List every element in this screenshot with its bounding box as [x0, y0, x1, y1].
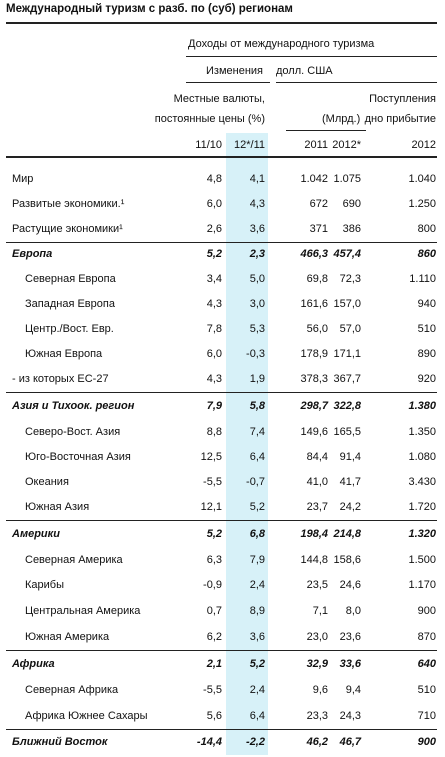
table-row	[0, 655, 445, 675]
header-bottom-rule	[6, 156, 437, 158]
cell-usd-2012-star: 33,6	[339, 658, 361, 670]
header-rule-changes	[186, 82, 270, 83]
cell-change-1110: 8,8	[206, 426, 222, 438]
cell-per-arrival-2012: 900	[417, 736, 436, 748]
col-2012: 2012	[411, 139, 436, 151]
cell-usd-2011: 41,0	[306, 476, 328, 488]
cell-change-1211: 2,4	[249, 579, 265, 591]
cell-change-1110: -0,9	[203, 579, 222, 591]
row-label: - из которых ЕС-27	[12, 373, 109, 385]
cell-change-1110: 2,1	[206, 658, 222, 670]
cell-change-1211: 7,4	[249, 426, 265, 438]
row-label: Северо-Вост. Азия	[25, 426, 121, 438]
table-row	[0, 681, 445, 701]
row-label: Северная Африка	[25, 684, 119, 696]
cell-per-arrival-2012: 890	[417, 348, 436, 360]
row-label: Европа	[12, 248, 53, 260]
header-group: Доходы от международного туризма	[188, 38, 375, 50]
cell-usd-2012-star: 41,7	[339, 476, 361, 488]
cell-usd-2011: 23,0	[306, 631, 328, 643]
row-label: Америки	[12, 528, 60, 540]
cell-change-1110: -5,5	[203, 684, 222, 696]
cell-change-1211: 1,9	[249, 373, 265, 385]
cell-change-1110: 6,2	[206, 631, 222, 643]
row-label: Южная Азия	[25, 501, 90, 513]
cell-usd-2012-star: 367,7	[333, 373, 361, 385]
cell-change-1110: 5,6	[206, 710, 222, 722]
cell-change-1110: 4,8	[206, 173, 222, 185]
row-label: Северная Америка	[25, 554, 123, 566]
cell-change-1110: 6,3	[206, 554, 222, 566]
cell-change-1211: 7,9	[249, 554, 265, 566]
header-billions: (Млрд.)	[322, 113, 361, 125]
cell-change-1110: 6,0	[206, 348, 222, 360]
cell-change-1110: -5,5	[203, 476, 222, 488]
cell-usd-2011: 198,4	[300, 528, 328, 540]
cell-change-1211: -0,3	[246, 348, 265, 360]
row-label: Развитые экономики.¹	[12, 198, 125, 210]
row-label: Северная Европа	[25, 273, 116, 285]
cell-per-arrival-2012: 1.080	[408, 451, 436, 463]
cell-usd-2011: 84,4	[306, 451, 328, 463]
table-row	[0, 733, 445, 753]
cell-usd-2012-star: 457,4	[333, 248, 361, 260]
section-divider	[6, 520, 437, 521]
cell-usd-2011: 69,8	[306, 273, 328, 285]
header-rule-billions	[286, 130, 366, 131]
cell-usd-2011: 56,0	[306, 323, 328, 335]
cell-change-1211: 5,2	[249, 658, 265, 670]
cell-change-1211: 2,4	[249, 684, 265, 696]
header-local-line1: Местные валюты,	[173, 93, 265, 105]
cell-change-1211: 6,4	[249, 451, 265, 463]
table-row	[0, 423, 445, 443]
cell-usd-2011: 161,6	[300, 298, 328, 310]
cell-usd-2011: 46,2	[306, 736, 328, 748]
cell-usd-2012-star: 24,3	[339, 710, 361, 722]
cell-usd-2011: 23,7	[306, 501, 328, 513]
cell-usd-2012-star: 386	[342, 223, 361, 235]
cell-per-arrival-2012: 1.380	[408, 400, 436, 412]
cell-usd-2012-star: 322,8	[333, 400, 361, 412]
cell-usd-2011: 23,5	[306, 579, 328, 591]
cell-per-arrival-2012: 640	[417, 658, 436, 670]
cell-change-1211: 6,8	[249, 528, 265, 540]
cell-usd-2011: 466,3	[300, 248, 328, 260]
row-label: Растущие экономики¹	[12, 223, 123, 235]
cell-usd-2012-star: 157,0	[333, 298, 361, 310]
section-divider	[6, 729, 437, 730]
cell-usd-2011: 672	[309, 198, 328, 210]
cell-change-1211: 5,2	[249, 501, 265, 513]
header-per-arrival: дно прибытие	[364, 113, 436, 125]
cell-usd-2011: 149,6	[300, 426, 328, 438]
cell-usd-2011: 23,3	[306, 710, 328, 722]
table-row	[0, 498, 445, 518]
section-divider	[6, 392, 437, 393]
cell-per-arrival-2012: 1.500	[408, 554, 436, 566]
cell-change-1211: 5,0	[249, 273, 265, 285]
cell-change-1110: 7,8	[206, 323, 222, 335]
cell-usd-2011: 144,8	[300, 554, 328, 566]
col-2011: 2011	[304, 139, 328, 151]
header-receipts: Поступления	[369, 93, 436, 105]
table-row	[0, 320, 445, 340]
row-label: Центральная Америка	[25, 605, 141, 617]
table-title: Международный туризм с разб. по (суб) регионам	[6, 3, 293, 15]
cell-usd-2012-star: 1.075	[333, 173, 361, 185]
cell-change-1110: 2,6	[206, 223, 222, 235]
cell-usd-2011: 298,7	[300, 400, 328, 412]
cell-change-1211: 8,9	[249, 605, 265, 617]
table-row	[0, 551, 445, 571]
table-row	[0, 170, 445, 190]
cell-change-1211: 3,6	[249, 631, 265, 643]
row-label: Центр./Вост. Евр.	[25, 323, 114, 335]
cell-per-arrival-2012: 1.350	[408, 426, 436, 438]
cell-per-arrival-2012: 870	[417, 631, 436, 643]
table-row	[0, 473, 445, 493]
section-divider	[6, 650, 437, 651]
cell-usd-2012-star: 9,4	[345, 684, 361, 696]
cell-change-1110: 0,7	[206, 605, 222, 617]
table-row	[0, 370, 445, 390]
cell-usd-2012-star: 214,8	[333, 528, 361, 540]
cell-usd-2012-star: 72,3	[339, 273, 361, 285]
cell-per-arrival-2012: 1.250	[408, 198, 436, 210]
header-rule-1	[186, 56, 437, 57]
cell-change-1211: 2,3	[249, 248, 265, 260]
row-label: Юго-Восточная Азия	[25, 451, 131, 463]
cell-change-1110: 12,1	[200, 501, 222, 513]
cell-per-arrival-2012: 940	[417, 298, 436, 310]
cell-per-arrival-2012: 920	[417, 373, 436, 385]
cell-usd-2012-star: 690	[342, 198, 361, 210]
cell-change-1211: -2,2	[246, 736, 265, 748]
table-row	[0, 295, 445, 315]
cell-change-1110: 7,9	[206, 400, 222, 412]
row-label: Мир	[12, 173, 34, 185]
col-1110: 11/10	[195, 139, 222, 151]
cell-change-1110: 12,5	[200, 451, 222, 463]
cell-change-1211: 4,3	[249, 198, 265, 210]
col-2012-star: 2012*	[332, 139, 361, 151]
cell-change-1211: 6,4	[249, 710, 265, 722]
cell-usd-2012-star: 91,4	[339, 451, 361, 463]
table-row	[0, 345, 445, 365]
cell-usd-2012-star: 8,0	[345, 605, 361, 617]
cell-usd-2012-star: 165,5	[333, 426, 361, 438]
table-row	[0, 245, 445, 265]
table-row	[0, 448, 445, 468]
table-row	[0, 602, 445, 622]
row-label: Африка Южнее Сахары	[25, 710, 148, 722]
table-row	[0, 576, 445, 596]
col-1211: 12*/11	[234, 139, 265, 151]
row-label: Океания	[25, 476, 69, 488]
cell-usd-2012-star: 171,1	[333, 348, 361, 360]
header-local-line2: постоянные цены (%)	[154, 113, 265, 125]
cell-usd-2011: 178,9	[300, 348, 328, 360]
cell-per-arrival-2012: 1.040	[408, 173, 436, 185]
table-row	[0, 707, 445, 727]
header-changes: Изменения	[206, 65, 263, 77]
cell-change-1211: 3,6	[249, 223, 265, 235]
row-label: Азия и Тихоок. регион	[12, 400, 135, 412]
cell-usd-2011: 378,3	[300, 373, 328, 385]
cell-usd-2011: 371	[309, 223, 328, 235]
cell-change-1110: 4,3	[206, 373, 222, 385]
cell-change-1211: -0,7	[246, 476, 265, 488]
table-row	[0, 270, 445, 290]
row-label: Южная Америка	[25, 631, 110, 643]
table-row	[0, 220, 445, 240]
row-label: Африка	[12, 658, 55, 670]
row-label: Западная Европа	[25, 298, 115, 310]
cell-per-arrival-2012: 1.720	[408, 501, 436, 513]
cell-usd-2011: 7,1	[312, 605, 328, 617]
cell-per-arrival-2012: 710	[417, 710, 436, 722]
section-divider	[6, 242, 437, 243]
cell-per-arrival-2012: 510	[417, 684, 436, 696]
cell-usd-2012-star: 23,6	[339, 631, 361, 643]
cell-change-1211: 5,8	[249, 400, 265, 412]
cell-usd-2012-star: 158,6	[333, 554, 361, 566]
table-row	[0, 628, 445, 648]
row-label: Южная Европа	[25, 348, 103, 360]
cell-per-arrival-2012: 900	[417, 605, 436, 617]
header-rule-usd	[276, 82, 437, 83]
header-usd: долл. США	[276, 65, 333, 77]
cell-usd-2011: 9,6	[312, 684, 328, 696]
cell-change-1110: 5,2	[206, 528, 222, 540]
row-label: Ближний Восток	[12, 736, 108, 748]
cell-change-1211: 3,0	[249, 298, 265, 310]
cell-usd-2012-star: 24,6	[339, 579, 361, 591]
cell-per-arrival-2012: 3.430	[408, 476, 436, 488]
table-row	[0, 397, 445, 417]
cell-per-arrival-2012: 510	[417, 323, 436, 335]
cell-per-arrival-2012: 1.170	[408, 579, 436, 591]
cell-change-1211: 5,3	[249, 323, 265, 335]
cell-change-1211: 4,1	[249, 173, 265, 185]
cell-usd-2012-star: 46,7	[339, 736, 361, 748]
cell-per-arrival-2012: 1.110	[409, 273, 436, 285]
top-rule	[6, 22, 437, 24]
cell-change-1110: 3,4	[206, 273, 222, 285]
cell-per-arrival-2012: 860	[417, 248, 436, 260]
row-label: Карибы	[25, 579, 64, 591]
cell-usd-2012-star: 24,2	[339, 501, 361, 513]
cell-usd-2011: 32,9	[306, 658, 328, 670]
cell-per-arrival-2012: 800	[417, 223, 436, 235]
cell-usd-2011: 1.042	[300, 173, 328, 185]
cell-change-1110: 4,3	[206, 298, 222, 310]
cell-usd-2012-star: 57,0	[339, 323, 361, 335]
table-row	[0, 525, 445, 545]
cell-change-1110: 6,0	[206, 198, 222, 210]
cell-change-1110: 5,2	[206, 248, 222, 260]
cell-change-1110: -14,4	[196, 736, 222, 748]
cell-per-arrival-2012: 1.320	[408, 528, 436, 540]
table-row	[0, 195, 445, 215]
